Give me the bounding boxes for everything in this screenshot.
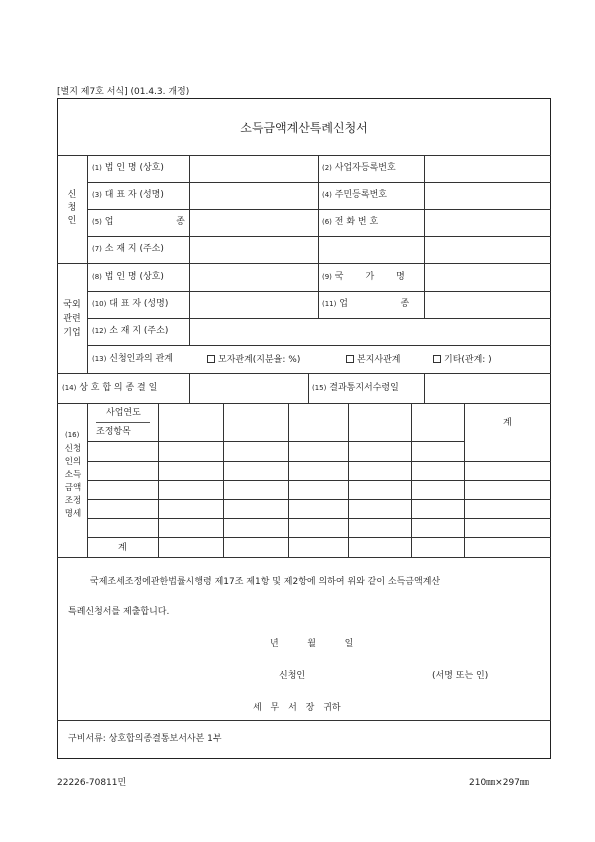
foreign-company-name-label: 법 인 명 (상호) (104, 272, 164, 282)
relationship-label: 신청인과의 관계 (109, 354, 173, 364)
field-5-number: (5) (92, 218, 102, 226)
mutual-agreement-date-label: 상 호 합 의 종 결 일 (79, 383, 158, 393)
field-1-number: (1) (92, 164, 102, 172)
checkbox-icon[interactable] (346, 355, 354, 363)
total-column-header: 계 (503, 418, 512, 428)
statement-line-2: 특례신청서를 제출합니다. (68, 607, 170, 617)
field-11-number: (11) (322, 300, 337, 308)
representative-label: 대 표 자 (성명) (104, 190, 164, 200)
paper-size: 210㎜×297㎜ (469, 778, 529, 788)
notice-receipt-date-field[interactable] (425, 374, 550, 402)
field-6-number: (6) (322, 218, 332, 226)
field-13-number: (13) (92, 355, 107, 363)
field-10-number: (10) (92, 300, 107, 308)
country-field[interactable] (425, 264, 550, 290)
foreign-company-section-label: 국외관련기업 (63, 300, 81, 338)
country-label: 국 가 명 (334, 272, 405, 282)
sign-or-seal-label: (서명 또는 인) (432, 671, 489, 681)
foreign-company-name-field[interactable] (190, 264, 317, 290)
address-label: 소 재 지 (주소) (104, 244, 164, 254)
field-14-number: (14) (62, 384, 77, 392)
statement-line-1: 국제조세조정에관한법률시행령 제17조 제1항 및 제2항에 의하여 위와 같이 소득금액계산 (90, 577, 441, 587)
adjustment-section-label: 신청인의소득금액조정명세 (64, 444, 82, 519)
recipient-label: 세 무 서 장 귀하 (253, 703, 341, 713)
notice-receipt-date-label: 결과통지서수령일 (329, 383, 399, 393)
relationship-option-head-branch[interactable]: 본지사관계 (346, 355, 400, 365)
field-7-number: (7) (92, 245, 102, 253)
field-3-number: (3) (92, 191, 102, 199)
foreign-representative-label: 대 표 자 (성명) (109, 299, 169, 309)
company-name-label: 법 인 명 (상호) (104, 163, 164, 173)
foreign-business-type-label: 업 종 (339, 299, 410, 309)
fiscal-year-header: 사업연도 (106, 408, 141, 418)
foreign-representative-field[interactable] (190, 292, 317, 317)
business-type-field[interactable] (190, 210, 317, 235)
business-reg-number-label: 사업자등록번호 (334, 163, 396, 173)
field-2-number: (2) (322, 164, 332, 172)
field-15-number: (15) (312, 384, 327, 392)
form-number-note: [별지 제7호 서식] (01.4.3. 개정) (57, 87, 190, 97)
mutual-agreement-date-field[interactable] (190, 374, 307, 402)
total-row-label: 계 (118, 543, 127, 553)
field-8-number: (8) (92, 273, 102, 281)
field-9-number: (9) (322, 273, 332, 281)
checkbox-icon[interactable] (433, 355, 441, 363)
resident-reg-number-label: 주민등록번호 (334, 190, 387, 200)
relationship-option-other[interactable]: 기타(관계: ) (433, 355, 492, 365)
phone-number-label: 전 화 번 호 (334, 217, 379, 227)
business-reg-number-field[interactable] (425, 156, 550, 181)
form-title: 소득금액계산특례신청서 (240, 121, 368, 135)
field-4-number: (4) (322, 191, 332, 199)
foreign-address-field[interactable] (190, 319, 550, 344)
adjustment-item-header: 조정항목 (96, 427, 131, 437)
field-12-number: (12) (92, 327, 107, 335)
business-type-label: 업 종 (104, 217, 185, 227)
phone-number-field[interactable] (425, 210, 550, 235)
submission-date: 년 월 일 (270, 639, 354, 649)
form-code: 22226-70811민 (57, 778, 127, 788)
applicant-signature-label: 신청인 (279, 671, 306, 681)
foreign-business-type-field[interactable] (425, 292, 550, 317)
applicant-section-label: 신청인 (67, 190, 77, 226)
address-field[interactable] (190, 237, 550, 262)
company-name-field[interactable] (190, 156, 317, 181)
field-16-number: (16) (65, 431, 80, 439)
relationship-option-parent-sub[interactable]: 모자관계(지분율: %) (207, 355, 300, 365)
required-documents: 구비서류: 상호합의종결통보서사본 1부 (68, 734, 222, 744)
representative-field[interactable] (190, 183, 317, 208)
resident-reg-number-field[interactable] (425, 183, 550, 208)
checkbox-icon[interactable] (207, 355, 215, 363)
foreign-address-label: 소 재 지 (주소) (109, 326, 169, 336)
